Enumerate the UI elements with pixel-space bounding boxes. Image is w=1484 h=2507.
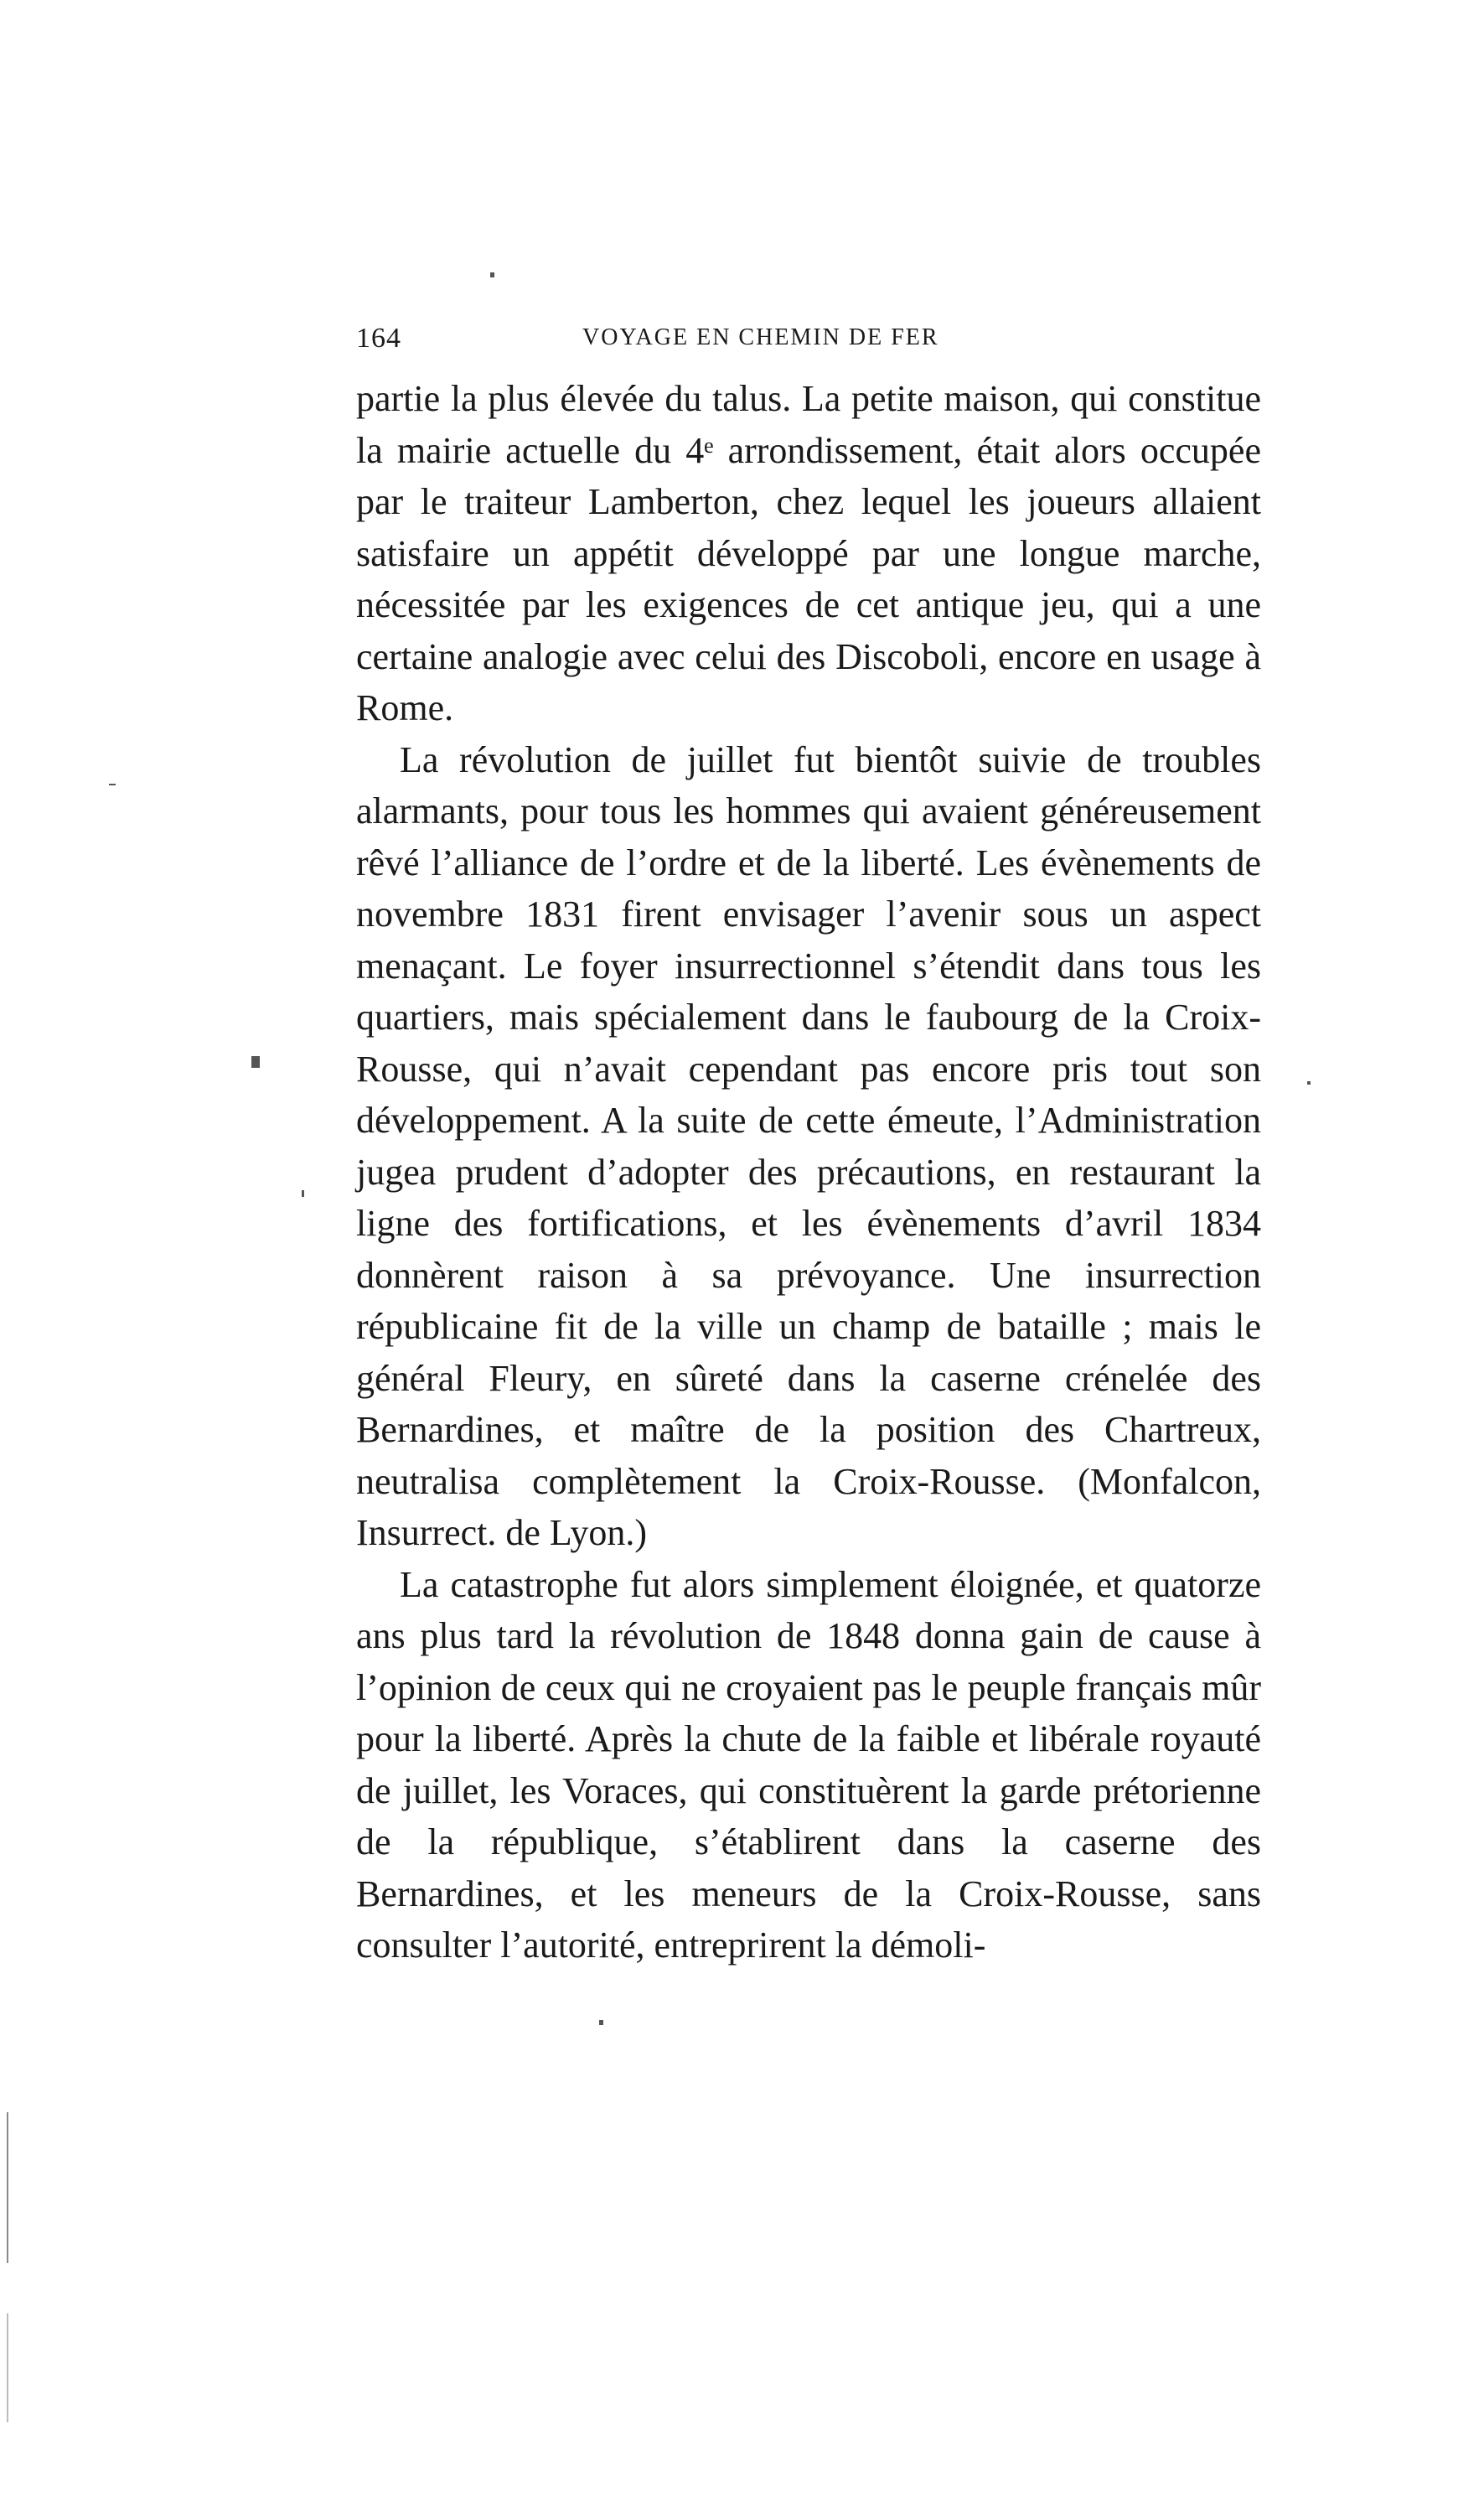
scan-speck bbox=[302, 1190, 304, 1197]
scan-speck bbox=[490, 272, 494, 277]
scan-speck bbox=[599, 2020, 603, 2025]
page-number: 164 bbox=[356, 323, 401, 354]
paragraph: partie la plus élevée du talus. La petite maison, qui constitue la mairie actuelle du 4ᵉ arrondissement, était alors occupée par le traiteur Lamberton, chez lequel les joueurs allaient satisfaire un appétit développé par une longue marche, nécessitée par les exigences de cet antique jeu, qui a une certaine analogie avec celui des Discoboli, encore en usage à Rome. bbox=[356, 378, 1261, 728]
running-title: VOYAGE EN CHEMIN DE FER bbox=[582, 324, 939, 350]
scan-speck bbox=[109, 784, 116, 785]
body-text bbox=[356, 373, 1261, 1971]
paragraph: La catastrophe fut alors simplement éloignée, et quatorze ans plus tard la révolution de 1848 donna gain de cause à l’opinion de ceux qui ne croyaient pas le peuple français mûr pour la liberté. Après la chute de la faible et libérale royauté de juillet, les Voraces, qui constituèrent la garde prétorienne de la république, s’établirent dans la caserne des Bernardines, et les meneurs de la Croix-Rousse, sans consulter l’autorité, entreprirent la démoli- bbox=[356, 1563, 1261, 1966]
paragraph: La révolution de juillet fut bientôt suivie de troubles alarmants, pour tous les hommes qui avaient généreusement rêvé l’alliance de l’ordre et de la liberté. Les évènements de novembre 1831 firent envisager l’avenir sous un aspect menaçant. Le foyer insurrectionnel s’étendit dans tous les quartiers, mais spécialement dans le faubourg de la Croix-Rousse, qui n’avait cependant pas encore pris tout son développement. A la suite de cette émeute, l’Administration jugea prudent d’adopter des précautions, en restaurant la ligne des fortifications, et les évènements d’avril 1834 donnèrent raison à sa prévoyance. Une insurrection républicaine fit de la ville un champ de bataille ; mais le général Fleury, en sûreté dans la caserne crénelée des Bernardines, et maître de la position des Chartreux, neutralisa complètement la Croix-Rousse. (Monfalcon, Insurrect. de Lyon.) bbox=[356, 738, 1261, 1553]
scan-speck bbox=[251, 1056, 260, 1068]
running-head bbox=[356, 323, 1278, 365]
scan-edge-line bbox=[7, 2313, 8, 2422]
scan-speck bbox=[1307, 1081, 1311, 1085]
scan-edge-line bbox=[7, 2112, 8, 2263]
